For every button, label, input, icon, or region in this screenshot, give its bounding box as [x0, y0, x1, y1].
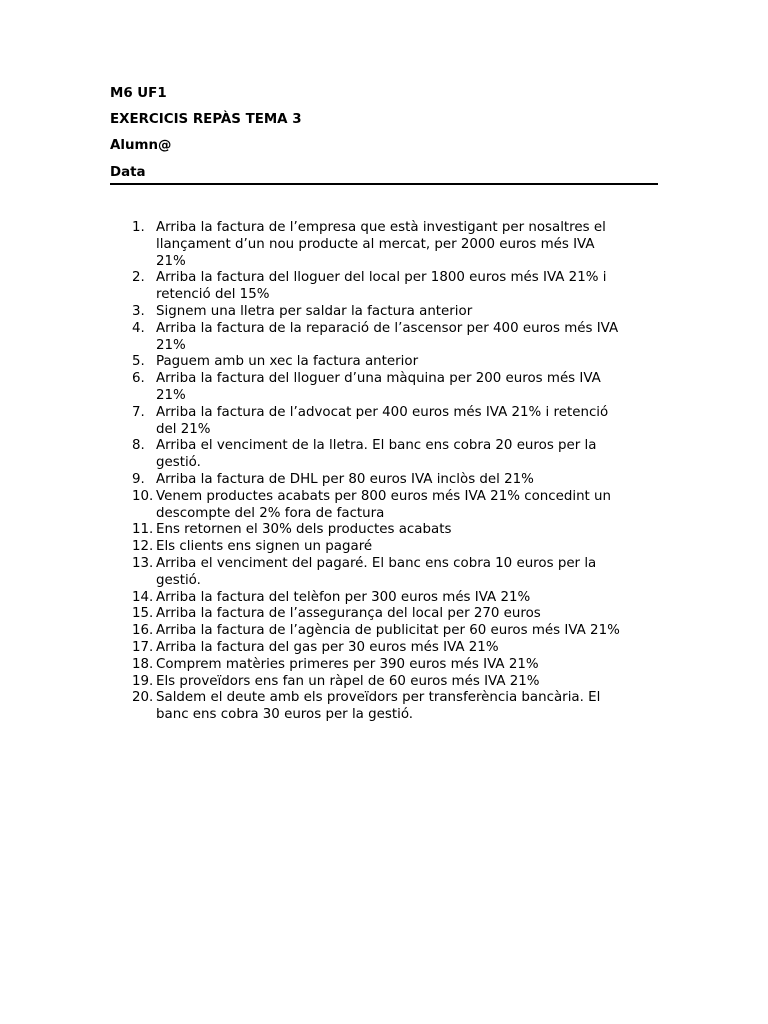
- list-item: [110, 640, 658, 657]
- exercise-text-line: Arriba el venciment de la lletra. El banc ens cobra 20 euros per la: [156, 438, 597, 454]
- exercise-number: 17.: [132, 639, 154, 655]
- exercise-text-line: Signem una lletra per saldar la factura anterior: [156, 303, 473, 319]
- header-divider: [110, 183, 658, 185]
- exercise-number: 9.: [132, 471, 145, 487]
- exercise-number: 1.: [132, 220, 145, 235]
- exercise-number: 14.: [132, 589, 154, 605]
- exercise-text-line: descompte del 2% fora de factura: [156, 505, 385, 521]
- exercise-text-line: gestió.: [156, 455, 201, 471]
- exercise-text-line: Arriba la factura del telèfon per 300 euros més IVA 21%: [156, 589, 531, 605]
- exercise-list: [110, 220, 658, 724]
- exercise-number: 7.: [132, 404, 145, 420]
- exercise-number: 6.: [132, 371, 145, 387]
- exercise-text-line: Arriba la factura de la reparació de l’ascensor per 400 euros més IVA: [156, 320, 619, 336]
- exercise-text-line: Arriba la factura de l’agència de publicitat per 60 euros més IVA 21%: [156, 623, 620, 639]
- exercise-text-line: Arriba la factura del lloguer d’una màquina per 200 euros més IVA: [156, 371, 601, 387]
- exercise-text-line: Arriba el venciment del pagaré. El banc ens cobra 10 euros per la: [156, 555, 597, 571]
- exercise-number: 3.: [132, 303, 145, 319]
- list-item: [110, 690, 658, 724]
- list-item: [110, 539, 658, 556]
- exercise-text-line: Arriba la factura de l’empresa que està investigant per nosaltres el: [156, 220, 606, 235]
- exercise-text-line: Paguem amb un xec la factura anterior: [156, 354, 419, 370]
- exercise-text-line: llançament d’un nou producte al mercat, per 2000 euros més IVA: [156, 236, 595, 252]
- course-code: M6 UF1: [110, 86, 167, 101]
- exercise-text-line: Arriba la factura de l’advocat per 400 euros més IVA 21% i retenció: [156, 404, 609, 420]
- exercise-number: 19.: [132, 673, 154, 689]
- list-item: [110, 623, 658, 640]
- list-item: [110, 522, 658, 539]
- exercise-text-line: banc ens cobra 30 euros per la gestió.: [156, 707, 414, 723]
- exercise-text-line: Els clients ens signen un pagaré: [156, 539, 373, 555]
- exercise-text-line: del 21%: [156, 421, 211, 437]
- exercise-text-line: 21%: [156, 253, 186, 269]
- document-title: EXERCICIS REPÀS TEMA 3: [110, 112, 302, 127]
- exercise-number: 10.: [132, 488, 154, 504]
- list-item: [110, 304, 658, 321]
- exercise-number: 15.: [132, 606, 154, 622]
- exercise-text-line: Els proveïdors ens fan un ràpel de 60 euros més IVA 21%: [156, 673, 540, 689]
- list-item: [110, 556, 658, 590]
- list-item: [110, 590, 658, 607]
- list-item: [110, 371, 658, 405]
- exercise-text-line: Arriba la factura de DHL per 80 euros IVA inclòs del 21%: [156, 471, 534, 487]
- list-item: [110, 354, 658, 371]
- list-item: [110, 657, 658, 674]
- list-item: [110, 270, 658, 304]
- exercise-number: 5.: [132, 354, 145, 370]
- exercise-text-line: Comprem matèries primeres per 390 euros més IVA 21%: [156, 656, 539, 672]
- exercise-number: 16.: [132, 623, 154, 639]
- exercise-number: 2.: [132, 270, 145, 286]
- exercise-text-line: Arriba la factura de l’assegurança del local per 270 euros: [156, 606, 541, 622]
- exercise-number: 11.: [132, 522, 154, 538]
- exercise-text-line: 21%: [156, 387, 186, 403]
- exercise-text-line: gestió.: [156, 572, 201, 588]
- exercise-number: 18.: [132, 656, 154, 672]
- exercise-text-line: retenció del 15%: [156, 287, 270, 303]
- student-label: Alumn@: [110, 138, 172, 153]
- exercise-number: 20.: [132, 690, 154, 706]
- exercise-number: 12.: [132, 539, 154, 555]
- list-item: [110, 489, 658, 523]
- exercise-text-line: Venem productes acabats per 800 euros més IVA 21% concedint un: [156, 488, 612, 504]
- exercise-text-line: 21%: [156, 337, 186, 353]
- list-item: [110, 472, 658, 489]
- exercise-number: 4.: [132, 320, 145, 336]
- exercise-text-line: Arriba la factura del gas per 30 euros més IVA 21%: [156, 639, 499, 655]
- list-item: [110, 674, 658, 691]
- list-item: [110, 321, 658, 355]
- list-item: [110, 220, 658, 270]
- list-item: [110, 606, 658, 623]
- exercise-number: 8.: [132, 438, 145, 454]
- date-label: Data: [110, 165, 146, 180]
- list-item: [110, 405, 658, 439]
- exercise-text-line: Arriba la factura del lloguer del local per 1800 euros més IVA 21% i: [156, 270, 607, 286]
- exercise-number: 13.: [132, 555, 154, 571]
- exercise-text-line: Saldem el deute amb els proveïdors per transferència bancària. El: [156, 690, 601, 706]
- list-item: [110, 438, 658, 472]
- exercise-text-line: Ens retornen el 30% dels productes acabats: [156, 522, 452, 538]
